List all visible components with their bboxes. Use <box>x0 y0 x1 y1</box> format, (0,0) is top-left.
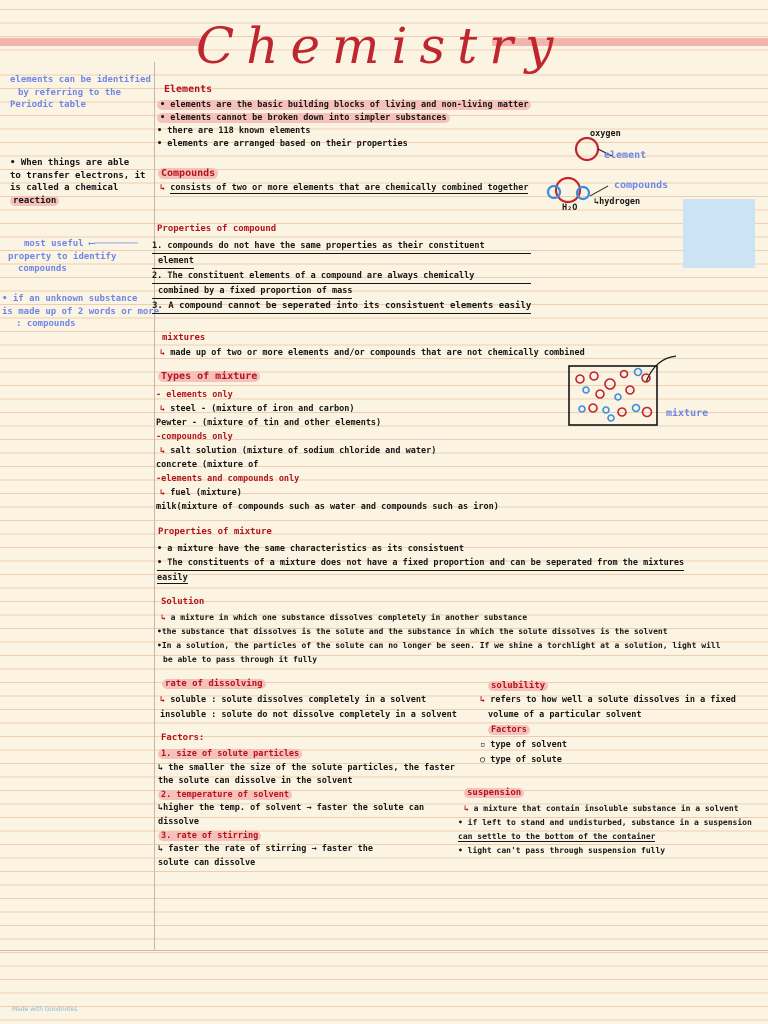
hook-arrow-icon: ↳ <box>160 183 171 193</box>
sidebar-substance-note <box>2 293 159 331</box>
type-line: concrete (mixture of <box>156 460 259 470</box>
property-item: 2. The constituent elements of a compound are always chemically <box>152 269 531 284</box>
suspension-heading <box>464 788 524 798</box>
properties-mixture-heading: Properties of mixture <box>158 527 272 537</box>
bullet-text: • elements are the basic building blocks of living and non-living matter <box>157 100 531 110</box>
element-label: element <box>604 150 647 161</box>
factor-text: type of solute <box>490 755 562 765</box>
mixture-diagram-label: mixture <box>666 408 709 419</box>
solution-line: •the substance that dissolves is the solute and the substance in which the solute dissolves is the solvent <box>157 627 668 636</box>
solubility-factor <box>480 738 736 753</box>
factor-text: 2. temperature of solvent <box>158 790 292 800</box>
note-line: is called a chemical <box>10 183 119 193</box>
hook-arrow-icon: ↳ <box>160 404 171 414</box>
types-mixture-heading <box>158 371 260 382</box>
title-band-left <box>0 38 200 46</box>
mixture-diagram <box>566 352 676 432</box>
circle-bullet-icon: ○ <box>480 755 491 765</box>
note-line: is made up of 2 words or more <box>2 306 160 317</box>
factor-line <box>158 789 455 803</box>
note-line: : compounds <box>16 319 76 329</box>
hook-arrow-icon: ↳ <box>158 844 169 855</box>
blue-sticky-note <box>683 199 755 268</box>
rate-heading-text: rate of dissolving <box>162 679 266 689</box>
suspension-text: a mixture that contain insoluble substance in a solvent <box>473 804 739 813</box>
property-item: combined by a fixed proportion of mass <box>152 284 352 299</box>
type-text: fuel (mixture) <box>170 488 242 498</box>
rate-dissolving-heading <box>162 679 266 689</box>
properties-mixture-list <box>157 542 684 585</box>
water-formula: H₂O <box>562 203 578 213</box>
property-line: • The constituents of a mixture does not have a fixed proportion and can be seperated from the mixtures <box>157 556 684 571</box>
solubility-line: volume of a particular solvent <box>488 710 642 720</box>
hook-arrow-icon: ↳ <box>480 695 491 705</box>
solubility-text: refers to how well a solute dissolves in a fixed <box>490 695 736 705</box>
goodnotes-watermark: Made with Goodnotes <box>12 1006 78 1013</box>
hook-arrow-icon: ↳ <box>594 197 600 207</box>
note-line: • When things are able <box>10 158 130 168</box>
factor-text: higher the temp. of solvent → faster the solute can <box>163 803 425 814</box>
note-line: property to identify <box>8 251 117 262</box>
suspension-list <box>458 802 752 858</box>
type-text: steel - (mixture of iron and carbon) <box>170 404 355 414</box>
note-line: most useful <box>24 239 84 249</box>
elements-list <box>157 99 531 151</box>
factor-text: 3. rate of stirring <box>158 831 261 841</box>
sidebar-periodic-note <box>10 74 151 112</box>
hook-arrow-icon: ↳ <box>160 695 171 705</box>
factor-line: the solute can dissolve in the solvent <box>158 776 353 787</box>
elements-bullet <box>157 99 531 112</box>
page-title: Chemistry <box>196 17 566 75</box>
mixtures-text: made up of two or more elements and/or compounds that are not chemically combined <box>170 348 585 358</box>
type-line <box>156 444 499 458</box>
rate-line: insoluble : solute do not dissolve completely in a solvent <box>160 710 457 720</box>
hook-arrow-icon: ↳ <box>161 613 171 622</box>
hydrogen-label <box>594 196 640 209</box>
compounds-heading-text: Compounds <box>158 168 218 179</box>
note-line: by referring to the <box>18 87 121 98</box>
note-line: • if an unknown substance <box>2 294 138 304</box>
factor-text: 1. size of solute particles <box>158 749 302 759</box>
factors-text: Factors <box>488 725 530 735</box>
property-line: • a mixture have the same characteristics as its consistuent <box>157 544 465 554</box>
suspension-line: • if left to stand and undisturbed, substance in a suspension <box>458 818 752 827</box>
properties-compound-list <box>152 239 531 314</box>
rate-dissolving-list <box>160 693 457 723</box>
types-heading-text: Types of mixture <box>158 371 260 382</box>
solution-heading: Solution <box>161 597 205 607</box>
mixtures-line <box>160 347 585 360</box>
note-line: to transfer electrons, it <box>10 170 146 181</box>
type-line <box>156 402 499 416</box>
hook-arrow-icon: ↳ <box>160 488 171 498</box>
types-mixture-list <box>156 388 499 514</box>
note-line: Periodic table <box>10 100 86 110</box>
property-item: 3. A compound cannot be seperated into its consistuent elements easily <box>152 299 531 314</box>
sidebar-property-note <box>8 238 138 276</box>
bullet-text: • elements cannot be broken down into simpler substances <box>157 113 450 123</box>
factor-line: dissolve <box>158 816 199 827</box>
compounds-line <box>160 182 528 195</box>
note-line: compounds <box>18 264 67 274</box>
elements-bullet: • there are 118 known elements <box>157 126 311 136</box>
factor-text: the smaller the size of the solute particles, the faster <box>168 762 455 773</box>
compounds-text: consists of two or more elements that are chemically combined together <box>170 183 529 193</box>
mixtures-heading: mixtures <box>162 333 206 343</box>
property-item: element <box>152 254 194 269</box>
solution-line: be able to pass through it fully <box>163 655 318 664</box>
property-text: easily <box>157 573 188 583</box>
suspension-line <box>458 802 752 816</box>
solution-line <box>157 611 721 625</box>
type-line: Pewter - (mixture of tin and other elements) <box>156 418 382 428</box>
factor-line <box>158 748 455 762</box>
elements-bullet <box>157 112 531 125</box>
hook-arrow-icon: ↳ <box>464 804 474 813</box>
square-bullet-icon: ▫ <box>480 740 491 750</box>
hook-arrow-icon: ↳ <box>160 446 171 456</box>
margin-line <box>154 62 155 950</box>
property-item: 1. compounds do not have the same properties as their constituent <box>152 239 531 254</box>
factor-text: type of solvent <box>490 740 568 750</box>
elements-bullet: • elements are arranged based on their properties <box>157 139 408 149</box>
type-line: - elements only <box>156 390 233 400</box>
factors-list <box>158 748 455 870</box>
solubility-heading <box>488 681 548 691</box>
reaction-highlight: reaction <box>10 196 59 206</box>
factors-heading: Factors: <box>161 733 205 743</box>
property-line <box>157 571 684 585</box>
suspension-text: can settle to the bottom of the container <box>458 832 656 841</box>
factor-line: solute can dissolve <box>158 857 256 868</box>
type-text: salt solution (mixture of sodium chloride and water) <box>170 446 437 456</box>
compounds-label: compounds <box>614 180 669 191</box>
compounds-heading <box>158 168 218 179</box>
oxygen-label: oxygen <box>590 129 621 139</box>
note-line: elements can be identified <box>10 75 151 85</box>
hook-arrow-icon: ↳ <box>158 762 169 773</box>
suspension-heading-text: suspension <box>464 788 524 798</box>
factor-line <box>158 843 455 857</box>
rate-text: soluble : solute dissolves completely in a solvent <box>170 695 427 705</box>
solubility-heading-text: solubility <box>488 681 548 691</box>
solubility-line <box>480 693 736 708</box>
sidebar-electrons-note <box>10 157 145 207</box>
type-line: milk(mixture of compounds such as water and compounds such as iron) <box>156 502 499 512</box>
type-line: -elements and compounds only <box>156 474 300 484</box>
type-line: -compounds only <box>156 432 233 442</box>
hydrogen-text: hydrogen <box>599 197 641 207</box>
properties-compound-heading: Properties of compound <box>157 224 277 234</box>
suspension-line: • light can't pass through suspension fully <box>458 846 666 855</box>
factor-line <box>158 802 455 816</box>
factor-line <box>158 830 455 844</box>
bottom-line <box>0 950 768 951</box>
arrow-left-icon: ⟵──────── <box>83 239 138 249</box>
factor-text: faster the rate of stirring → faster the <box>168 844 373 855</box>
suspension-line <box>458 830 752 844</box>
note-line <box>8 238 138 251</box>
hook-arrow-icon: ↳ <box>160 348 171 358</box>
rate-line <box>160 693 457 708</box>
note-line <box>10 195 145 208</box>
solubility-factors-heading <box>480 723 736 738</box>
hook-arrow-icon: ↳ <box>158 803 164 814</box>
solution-text: a mixture in which one substance dissolves completely in another substance <box>170 613 528 622</box>
solution-line: •In a solution, the particles of the solute can no longer be seen. If we shine a torchlight at a solution, light will <box>157 641 721 650</box>
elements-heading: Elements <box>164 84 213 95</box>
factor-line <box>158 762 455 776</box>
solution-list <box>157 611 721 667</box>
type-line <box>156 486 499 500</box>
solubility-factor <box>480 753 736 768</box>
solubility-list <box>480 693 736 768</box>
